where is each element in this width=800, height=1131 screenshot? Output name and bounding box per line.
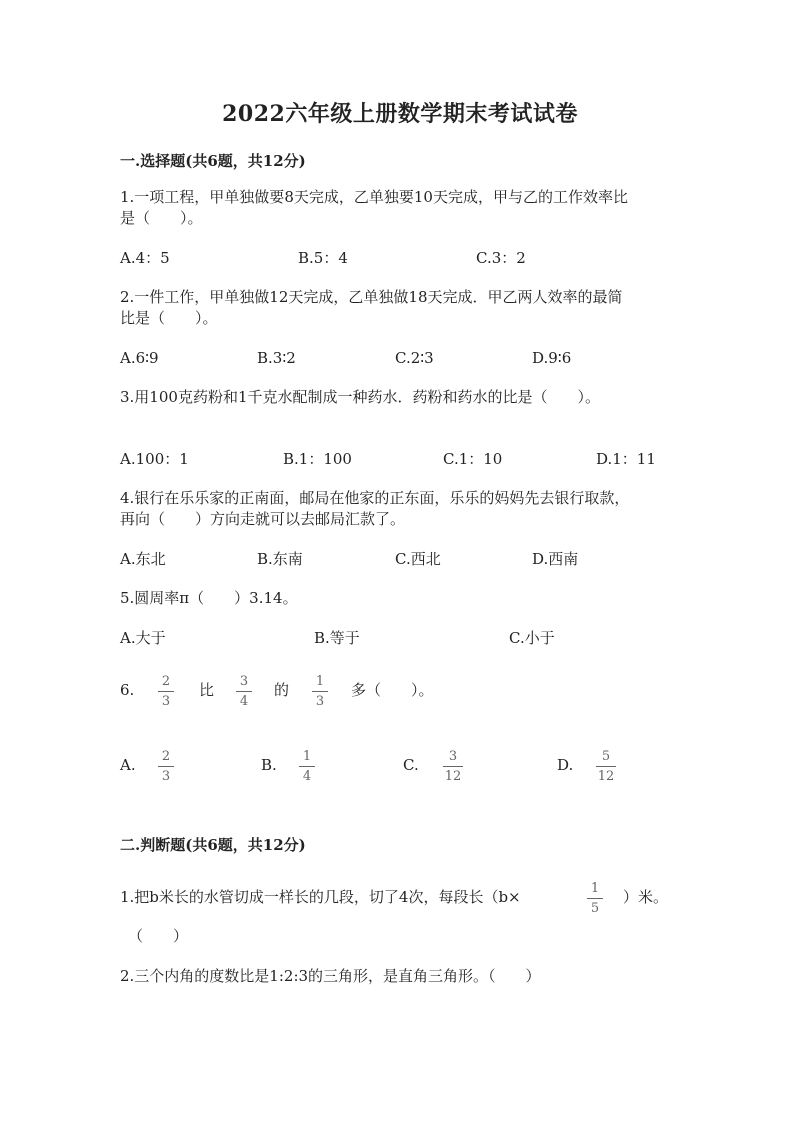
judgment-2-text: 2.三个内角的度数比是1:2:3的三角形，是直角三角形。（ ）	[120, 967, 541, 985]
page-title: 2022六年级上册数学期末考试试卷	[222, 101, 578, 127]
fraction-denominator: 12	[444, 769, 462, 784]
question-3-option-b: B.1：100	[283, 450, 352, 468]
question-6-word-2: 的	[274, 681, 290, 699]
question-2-line-2: 比是（ ）。	[120, 309, 218, 327]
question-6-option-c-letter: C.	[403, 756, 419, 774]
question-3-option-d: D.1：11	[596, 450, 656, 468]
fraction-denominator: 12	[597, 769, 615, 784]
question-6-option-a-fraction	[158, 749, 174, 784]
fraction-numerator: 5	[601, 749, 611, 764]
question-2-line-1: 2.一件工作，甲单独做12天完成，乙单独做18天完成．甲乙两人效率的最简	[120, 288, 623, 306]
fraction-numerator: 1	[315, 674, 325, 689]
question-5-line-1: 5.圆周率π（ ）3.14。	[120, 589, 298, 607]
fraction-numerator: 1	[590, 881, 600, 896]
question-1-line-2: 是（ ）。	[120, 209, 203, 227]
question-5-option-a: A.大于	[120, 629, 166, 647]
question-6-option-c-fraction	[443, 749, 463, 784]
question-1-option-b: B.5：4	[298, 249, 348, 267]
question-6-fraction-2	[236, 674, 252, 709]
fraction-numerator: 3	[448, 749, 458, 764]
judgment-1-fraction	[587, 881, 603, 916]
question-6-option-d-fraction	[596, 749, 616, 784]
question-4-line-1: 4.银行在乐乐家的正南面，邮局在他家的正东面，乐乐的妈妈先去银行取款，	[120, 489, 630, 507]
fraction-numerator: 3	[239, 674, 249, 689]
fraction-denominator: 3	[161, 769, 171, 784]
question-2-option-a: A.6∶9	[120, 349, 159, 367]
section-heading-choice: 一.选择题(共6题，共12分)	[120, 152, 306, 170]
question-6-option-a-letter: A.	[120, 756, 136, 774]
judgment-1-text-after: ）米。	[623, 888, 669, 906]
judgment-1-answer-bracket: （ ）	[128, 927, 189, 945]
fraction-denominator: 4	[302, 769, 312, 784]
question-6-option-d-letter: D.	[557, 756, 574, 774]
question-2-option-c: C.2∶3	[395, 349, 434, 367]
question-1-line-1: 1.一项工程，甲单独做要8天完成，乙单独要10天完成，甲与乙的工作效率比	[120, 188, 628, 206]
judgment-1-text-before: 1.把b米长的水管切成一样长的几段，切了4次，每段长（b×	[120, 888, 521, 906]
question-3-option-a: A.100：1	[120, 450, 189, 468]
question-6-number: 6.	[120, 681, 135, 699]
fraction-denominator: 5	[590, 901, 600, 916]
question-6-word-3: 多（ ）。	[351, 681, 434, 699]
question-6-word-1: 比	[199, 681, 215, 699]
fraction-denominator: 3	[315, 694, 325, 709]
question-2-option-d: D.9∶6	[532, 349, 572, 367]
question-1-option-a: A.4：5	[120, 249, 170, 267]
question-2-option-b: B.3∶2	[257, 349, 296, 367]
question-6-option-b-letter: B.	[261, 756, 277, 774]
question-5-option-c: C.小于	[509, 629, 555, 647]
question-5-option-b: B.等于	[314, 629, 360, 647]
fraction-numerator: 1	[302, 749, 312, 764]
question-4-option-d: D.西南	[532, 550, 579, 568]
fraction-numerator: 2	[161, 674, 171, 689]
question-4-line-2: 再向（ ）方向走就可以去邮局汇款了。	[120, 510, 406, 528]
question-3-line-1: 3.用100克药粉和1千克水配制成一种药水．药粉和药水的比是（ ）。	[120, 388, 600, 406]
section-heading-judgment: 二.判断题(共6题，共12分)	[120, 836, 306, 854]
fraction-denominator: 4	[239, 694, 249, 709]
question-6-fraction-3	[312, 674, 328, 709]
question-6-option-b-fraction	[299, 749, 315, 784]
question-1-option-c: C.3：2	[476, 249, 526, 267]
question-4-option-a: A.东北	[120, 550, 166, 568]
question-3-option-c: C.1：10	[443, 450, 503, 468]
fraction-numerator: 2	[161, 749, 171, 764]
question-6-fraction-1	[158, 674, 174, 709]
question-4-option-b: B.东南	[257, 550, 303, 568]
fraction-denominator: 3	[161, 694, 171, 709]
question-4-option-c: C.西北	[395, 550, 441, 568]
